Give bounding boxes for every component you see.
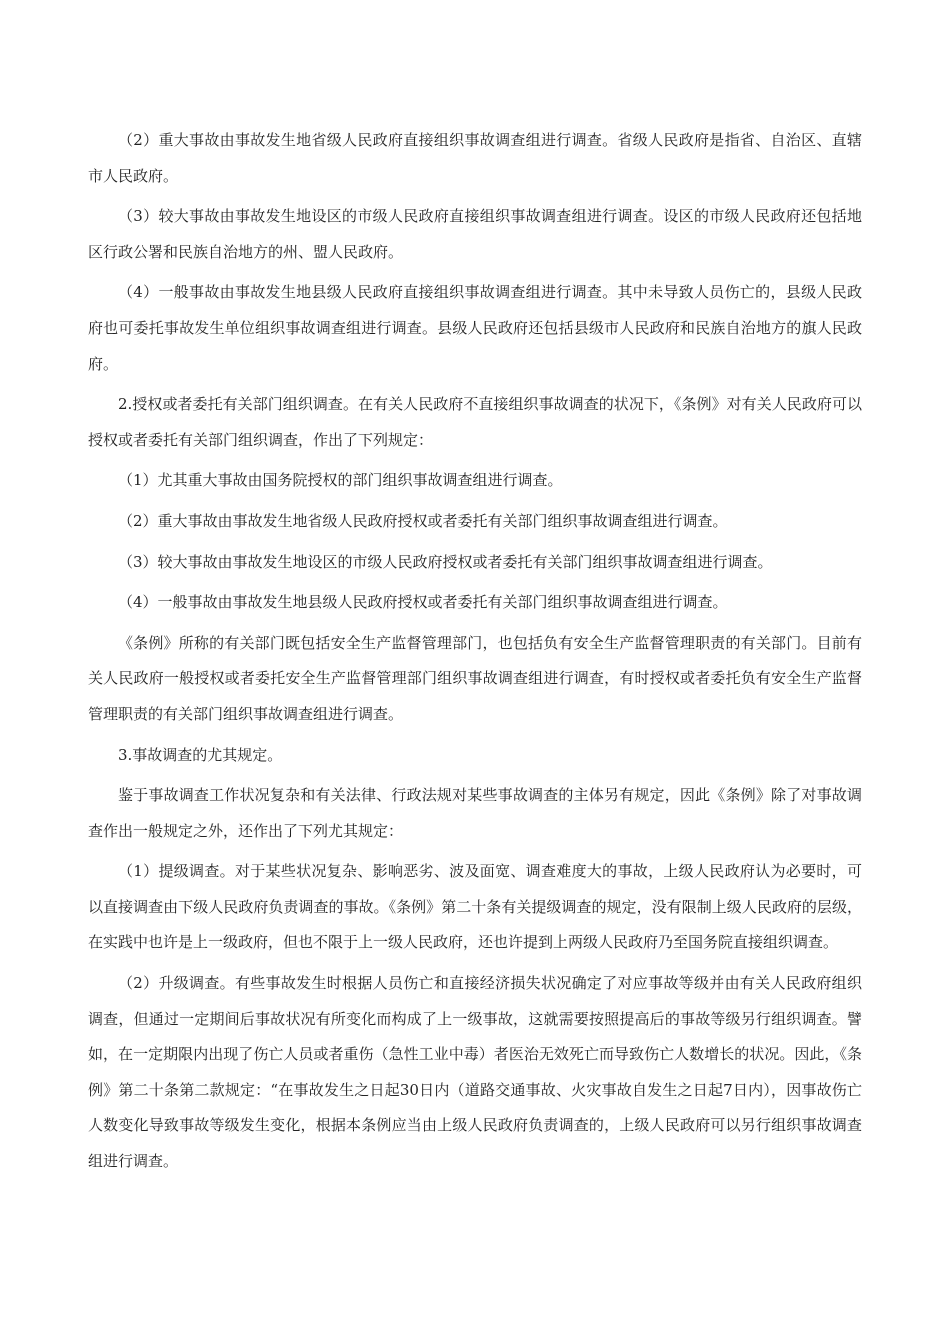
paragraph-special-provisions-intro: 鉴于事故调查工作状况复杂和有关法律、行政法规对某些事故调查的主体另有规定，因此《条例》除了对事故调查作出一般规定之外，还作出了下列尤其规定： (88, 786, 862, 840)
paragraph-escalated-investigation: （1）提级调查。对于某些状况复杂、影响恶劣、波及面宽、调查难度大的事故，上级人民政府认为必要时，可以直接调查由下级人民政府负责调查的事故。《条例》第二十条有关提级调查的规定，没有限制上级人民政府的层级，在实践中也许是上一级政府，但也不限于上一级人民政府，还也许提到上两级人民政府乃至国务院直接组织调查。 (88, 862, 862, 952)
paragraph-authorize-1: （1）尤其重大事故由国务院授权的部门组织事故调查组进行调查。 (118, 471, 563, 490)
paragraph-upgraded-investigation: （2）升级调查。有些事故发生时根据人员伤亡和直接经济损失状况确定了对应事故等级并由有关人民政府组织调查，但通过一定期间后事故状况有所变化而构成了上一级事故，这就需要按照提高后的事故等级另行组织调查。譬如，在一定期限内出现了伤亡人员或者重伤（急性工业中毒）者医治无效死亡而导致伤亡人数增长的状况。因此，《条例》第二十条第二款规定：“在事故发生之日起30日内（道路交通事故、火灾事故自发生之日起7日内），因事故伤亡人数变化导致事故等级发生变化，根据本条例应当由上级人民政府负责调查的，上级人民政府可以另行组织事故调查组进行调查。 (88, 974, 862, 1171)
paragraph-authorize-3: （3）较大事故由事故发生地设区的市级人民政府授权或者委托有关部门组织事故调查组进行调查。 (118, 552, 773, 571)
paragraph-larger-accident: （3）较大事故由事故发生地设区的市级人民政府直接组织事故调查组进行调查。设区的市级人民政府还包括地区行政公署和民族自治地方的州、盟人民政府。 (88, 207, 862, 261)
paragraph-authorize-4: （4）一般事故由事故发生地县级人民政府授权或者委托有关部门组织事故调查组进行调查。 (118, 593, 728, 612)
document-page (88, 123, 862, 1185)
paragraph-relevant-departments: 《条例》所称的有关部门既包括安全生产监督管理部门，也包括负有安全生产监督管理职责的有关部门。目前有关人民政府一般授权或者委托安全生产监督管理部门组织事故调查组进行调查，有时授权或者委托负有安全生产监督管理职责的有关部门组织事故调查组进行调查。 (88, 633, 862, 723)
paragraph-major-accident: （2）重大事故由事故发生地省级人民政府直接组织事故调查组进行调查。省级人民政府是指省、自治区、直辖市人民政府。 (88, 131, 862, 185)
paragraph-authorize-2: （2）重大事故由事故发生地省级人民政府授权或者委托有关部门组织事故调查组进行调查。 (118, 511, 728, 530)
paragraph-general-accident: （4）一般事故由事故发生地县级人民政府直接组织事故调查组进行调查。其中未导致人员伤亡的，县级人民政府也可委托事故发生单位组织事故调查组进行调查。县级人民政府还包括县级市人民政府和民族自治地方的旗人民政府。 (88, 283, 862, 373)
paragraph-section-2-heading: 2.授权或者委托有关部门组织调查。在有关人民政府不直接组织事故调查的状况下，《条例》对有关人民政府可以授权或者委托有关部门组织调查，作出了下列规定： (88, 395, 862, 449)
paragraph-section-3-heading: 3.事故调查的尤其规定。 (118, 745, 283, 764)
